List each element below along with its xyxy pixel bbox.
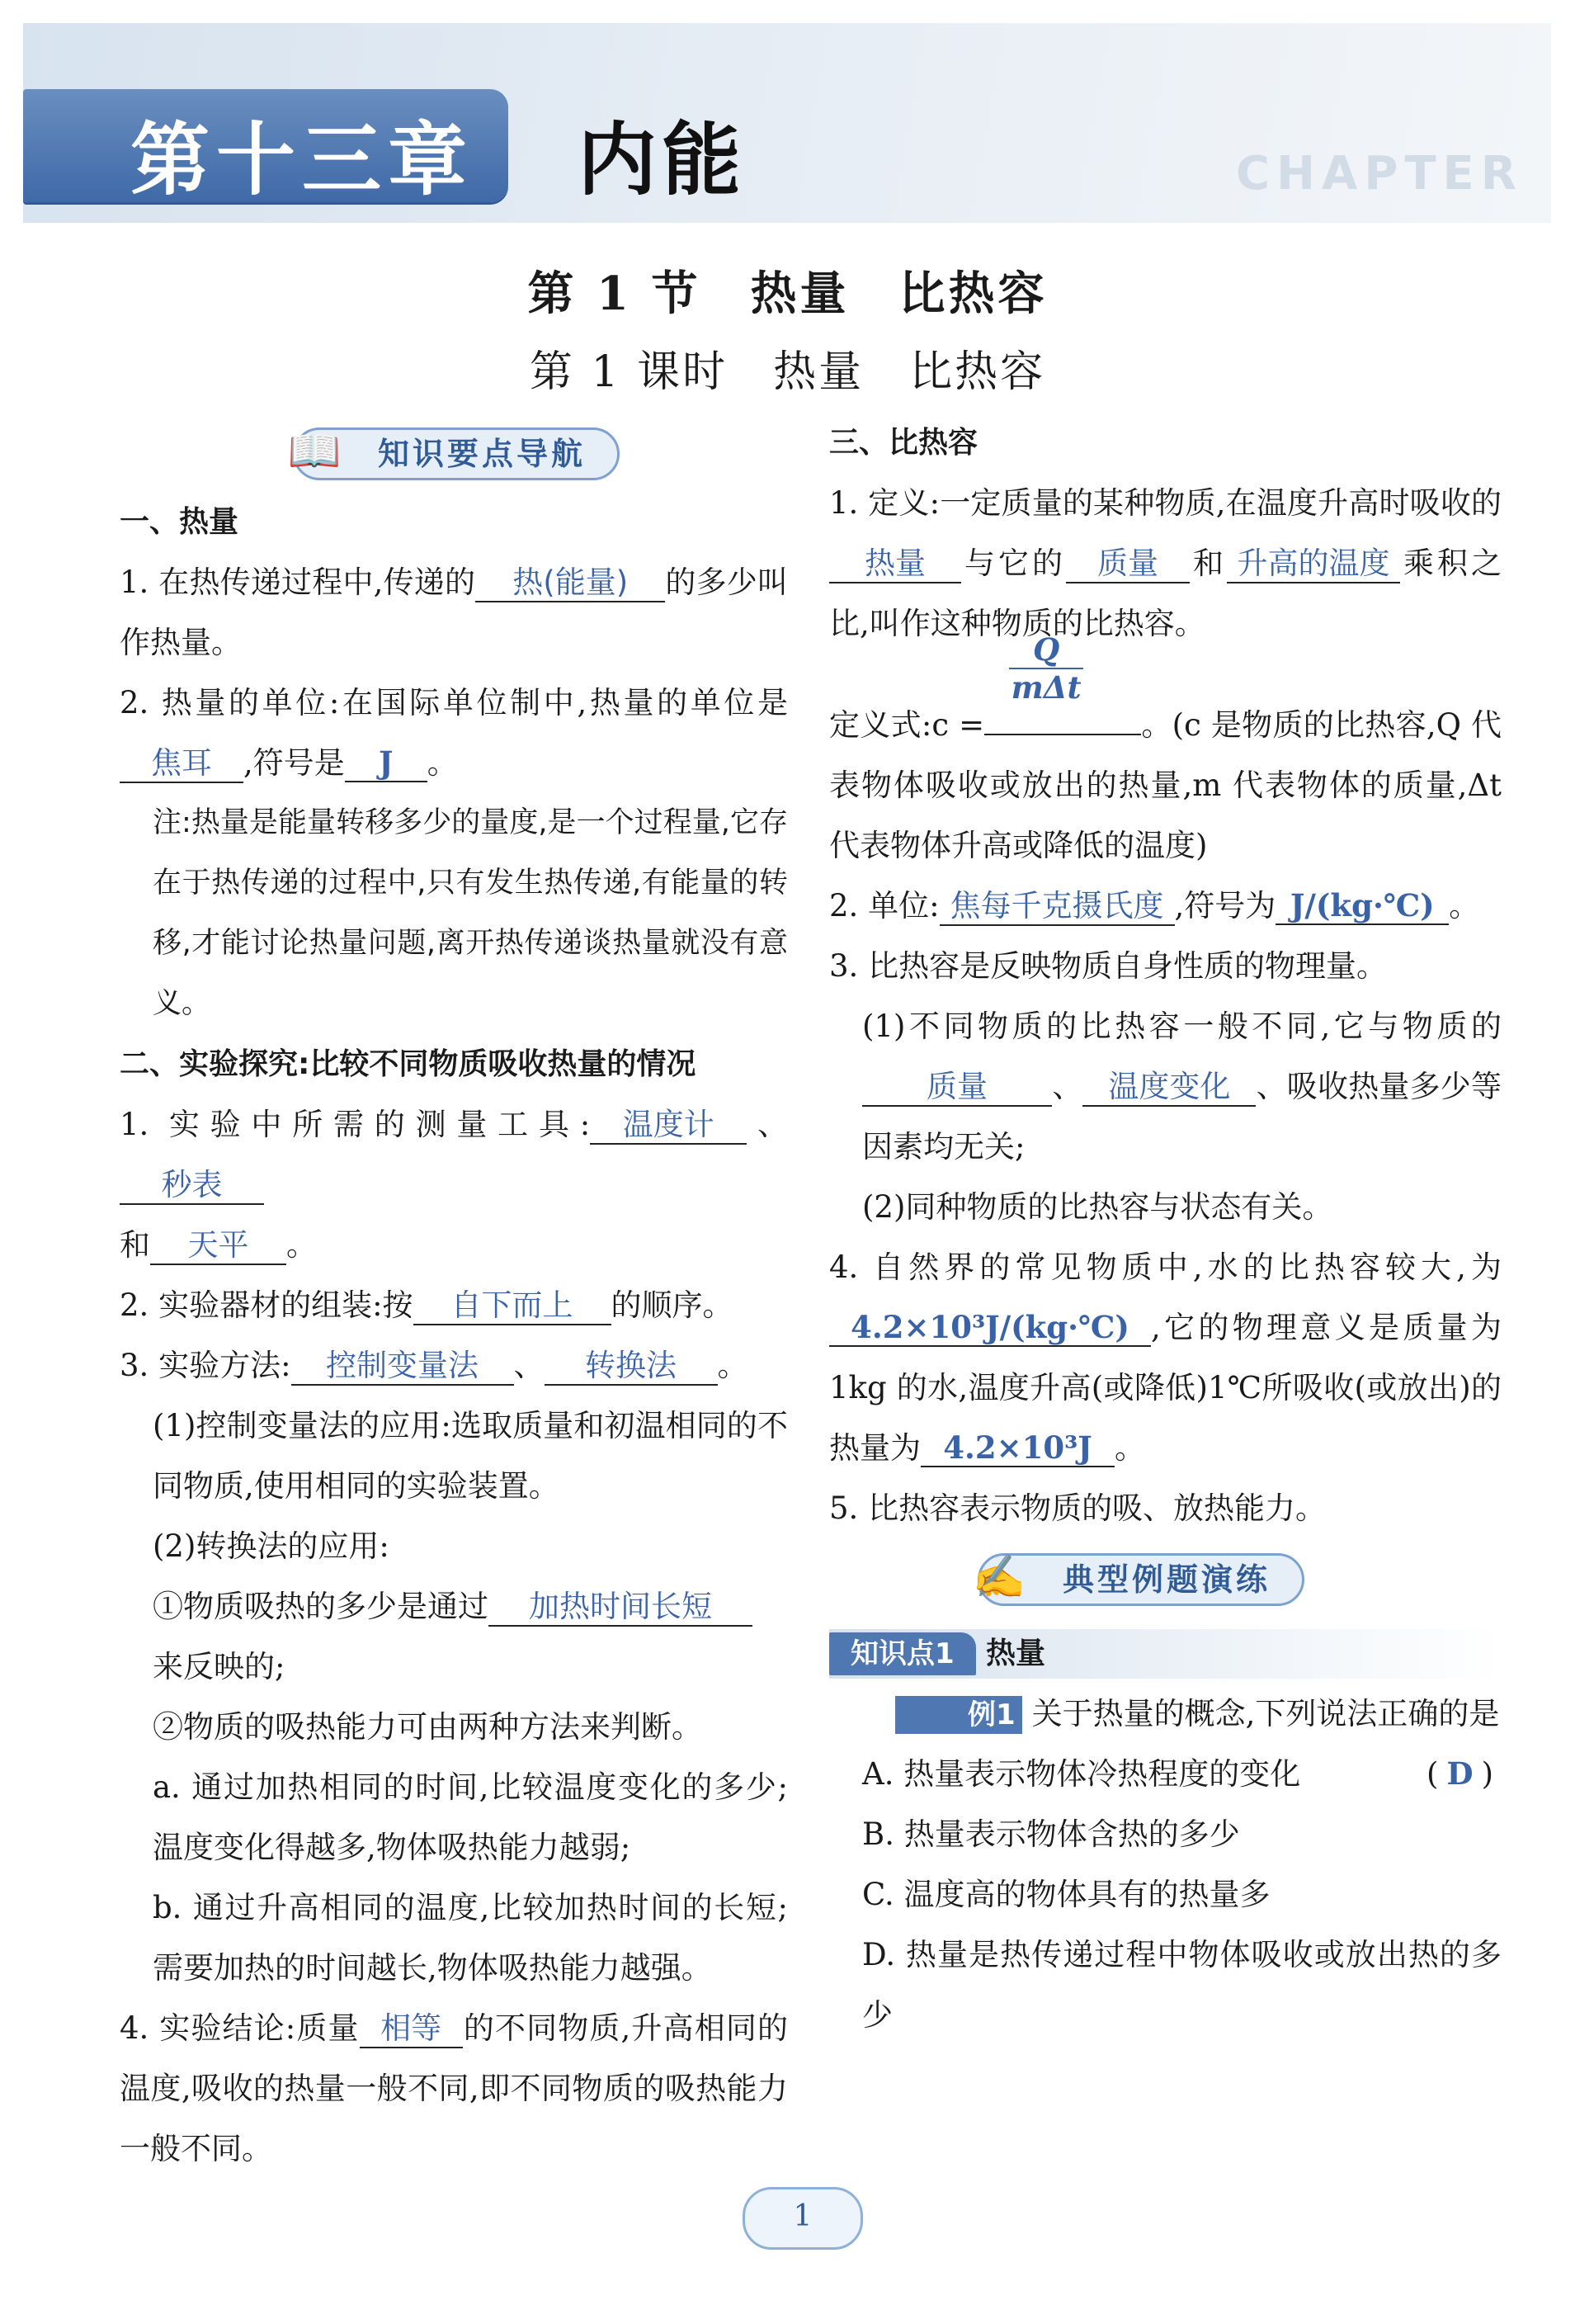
chapter-number-box xyxy=(23,89,508,206)
formula-blank xyxy=(984,631,1141,735)
q2 xyxy=(120,673,788,793)
nav-header-label: 知识要点导航 xyxy=(293,427,620,480)
q2-text-mid: ,符号是 xyxy=(243,745,345,781)
e2-answer: 自下而上 xyxy=(413,1287,611,1325)
example-badge: 例1 xyxy=(895,1696,1022,1734)
formula-fraction xyxy=(1009,631,1083,706)
e3-2b: ②物质的吸热能力可由两种方法来判断。 xyxy=(153,1709,702,1745)
chapter-number: 第十三章 xyxy=(130,114,474,206)
c4-answer-1: 4.2×10³J/(kg·℃) xyxy=(829,1309,1151,1347)
c3-1-text-end: 、吸收热量多少等因素均无关; xyxy=(862,1069,1502,1164)
c2-answer-1: 焦每千克摄氏度 xyxy=(940,888,1175,926)
c3-1-text: (1)不同物质的比热容一般不同,它与物质的 xyxy=(862,1008,1502,1044)
heading-specific-heat: 三、比热容 xyxy=(829,426,978,460)
lesson-title: 第 1 课时 热量 比热容 xyxy=(529,347,1046,397)
e4-text: 4. 实验结论:质量 xyxy=(120,2010,360,2046)
e3-sep: 、 xyxy=(513,1348,545,1383)
c3: 3. 比热容是反映物质自身性质的物理量。 xyxy=(829,948,1388,984)
e3-answer-2: 转换法 xyxy=(545,1348,718,1386)
e2-text: 2. 实验器材的组装:按 xyxy=(120,1287,413,1323)
c4-text-end: 。 xyxy=(1115,1430,1145,1466)
nav-header xyxy=(120,421,788,487)
answer-close: ) xyxy=(1481,1756,1502,1792)
formula-text-end: 。(c 是物质的比热容,Q 代表物体吸收或放出的热量,m 代表物体的质量,Δt 代表物体升高或降低的温度) xyxy=(829,707,1502,863)
left-column xyxy=(120,413,788,2179)
c1-text-mid2: 和 xyxy=(1190,546,1227,581)
e4 xyxy=(120,1998,788,2179)
e3-2a-text-end: 来反映的; xyxy=(153,1649,285,1684)
e3 xyxy=(120,1335,788,1396)
q2-answer-2: J xyxy=(345,744,427,782)
c2-text-end: 。 xyxy=(1449,888,1480,923)
e3-2a-text: ①物质吸热的多少是通过 xyxy=(153,1589,488,1624)
banner-watermark: CHAPTER xyxy=(1236,147,1523,201)
c1-text-end: 乘积之比,叫作这种物质的比热容。 xyxy=(829,546,1502,641)
e3-answer-1: 控制变量法 xyxy=(291,1348,514,1386)
c3-1-sep: 、 xyxy=(1052,1069,1083,1104)
c5: 5. 比热容表示物质的吸、放热能力。 xyxy=(829,1490,1327,1526)
option-c: C. 温度高的物体具有的热量多 xyxy=(862,1877,1271,1912)
c4-answer-2: 4.2×10³J xyxy=(921,1429,1115,1467)
e3-text: 3. 实验方法: xyxy=(120,1348,291,1383)
q2-text-end: 。 xyxy=(427,745,458,781)
e1-answer-2: 秒表 xyxy=(120,1167,264,1205)
e2-text-end: 的顺序。 xyxy=(611,1287,733,1323)
c3-1 xyxy=(829,996,1502,1177)
e1-text-end: 。 xyxy=(286,1227,317,1263)
e1-sep: 、 xyxy=(747,1107,789,1142)
lightbulb-book-icon: 📖 xyxy=(287,427,342,476)
e3-2: (2)转换法的应用: xyxy=(153,1528,389,1564)
e4-answer: 相等 xyxy=(360,2010,463,2048)
e4-text-end: 的不同物质,升高相同的温度,吸收的热量一般不同,即不同物质的吸热能力一般不同。 xyxy=(120,2010,788,2166)
c3-2: (2)同种物质的比热容与状态有关。 xyxy=(862,1189,1333,1225)
c4-text-mid: ,它的物理意义是质量为 1kg 的水,温度升高(或降低)1℃所吸收(或放出)的热量为 xyxy=(829,1310,1502,1466)
e1-answer-3: 天平 xyxy=(150,1227,286,1265)
right-column xyxy=(829,413,1502,2045)
c3-1-answer-2: 温度变化 xyxy=(1082,1069,1256,1107)
c2-text-mid: ,符号为 xyxy=(1174,888,1276,923)
c2-answer-2: J/(kg·℃) xyxy=(1276,887,1449,925)
q2-text: 2. 热量的单位:在国际单位制中,热量的单位是 xyxy=(120,685,788,720)
c1-answer-1: 热量 xyxy=(829,546,961,583)
e1-answer-1: 温度计 xyxy=(590,1107,747,1145)
q1-text: 1. 在热传递过程中,传递的 xyxy=(120,564,476,600)
examples-header-label: 典型例题演练 xyxy=(978,1553,1304,1606)
formula-text: 定义式:c = xyxy=(829,707,985,743)
example-stem: 关于热量的概念,下列说法正确的是 xyxy=(1031,1696,1500,1731)
e3-2a xyxy=(120,1576,788,1697)
option-a: A. 热量表示物体冷热程度的变化 xyxy=(862,1756,1301,1792)
answer-open: ( xyxy=(1426,1756,1447,1792)
c2 xyxy=(829,876,1502,936)
example-answer: D xyxy=(1446,1755,1482,1792)
section-title: 第 1 节 热量 比热容 xyxy=(527,267,1048,321)
q1 xyxy=(120,552,788,673)
formula-denominator: mΔt xyxy=(1011,669,1082,706)
e3-2b-a: a. 通过加热相同的时间,比较温度变化的多少;温度变化得越多,物体吸热能力越弱; xyxy=(153,1769,788,1865)
chapter-name: 内能 xyxy=(578,114,746,206)
heading-experiment: 二、实验探究:比较不同物质吸收热量的情况 xyxy=(120,1047,696,1081)
e1-text: 1. 实验中所需的测量工具: xyxy=(120,1107,591,1142)
c4-text: 4. 自然界的常见物质中,水的比热容较大,为 xyxy=(829,1249,1502,1285)
e3-text-end: 。 xyxy=(717,1348,748,1383)
pointing-book-icon: ✍ xyxy=(972,1552,1026,1602)
c2-text: 2. 单位: xyxy=(829,888,940,923)
c1-text-mid1: 与它的 xyxy=(961,546,1066,581)
formula-numerator: Q xyxy=(1009,631,1083,669)
heading-heat: 一、热量 xyxy=(120,505,239,539)
q1-text-end: 的多少叫作热量。 xyxy=(120,564,788,660)
page-number: 1 xyxy=(743,2187,863,2250)
option-b: B. 热量表示物体含热的多少 xyxy=(862,1816,1240,1852)
example-answer-bracket xyxy=(1360,1744,1502,1804)
formula xyxy=(829,631,1502,876)
examples-header xyxy=(829,1547,1502,1613)
q1-answer: 热(能量) xyxy=(475,564,665,602)
c1-answer-3: 升高的温度 xyxy=(1227,546,1400,583)
c1-answer-2: 质量 xyxy=(1066,546,1190,583)
knowledge-point-name: 热量 xyxy=(986,1637,1046,1670)
c4 xyxy=(829,1237,1502,1478)
e3-1: (1)控制变量法的应用:选取质量和初温相同的不同物质,使用相同的实验装置。 xyxy=(153,1408,788,1504)
note: 注:热量是能量转移多少的量度,是一个过程量,它存在于热传递的过程中,只有发生热传递,有能量的转移,才能讨论热量问题,离开热传递谈热量就没有意义。 xyxy=(153,806,788,1020)
e1-text-mid: 和 xyxy=(120,1227,150,1263)
knowledge-point-bar xyxy=(829,1629,1502,1679)
knowledge-point-badge: 知识点1 xyxy=(829,1632,976,1675)
c1-text: 1. 定义:一定质量的某种物质,在温度升高时吸收的 xyxy=(829,485,1502,521)
option-d: D. 热量是热传递过程中物体吸收或放出热的多少 xyxy=(862,1937,1502,2033)
c1 xyxy=(829,473,1502,654)
e3-2a-answer: 加热时间长短 xyxy=(488,1589,752,1627)
e1 xyxy=(120,1094,788,1275)
q2-answer-1: 焦耳 xyxy=(120,745,243,783)
e2 xyxy=(120,1275,788,1335)
c3-1-answer-1: 质量 xyxy=(862,1069,1052,1107)
e3-2b-b: b. 通过升高相同的温度,比较加热时间的长短;需要加热的时间越长,物体吸热能力越强。 xyxy=(153,1890,788,1986)
